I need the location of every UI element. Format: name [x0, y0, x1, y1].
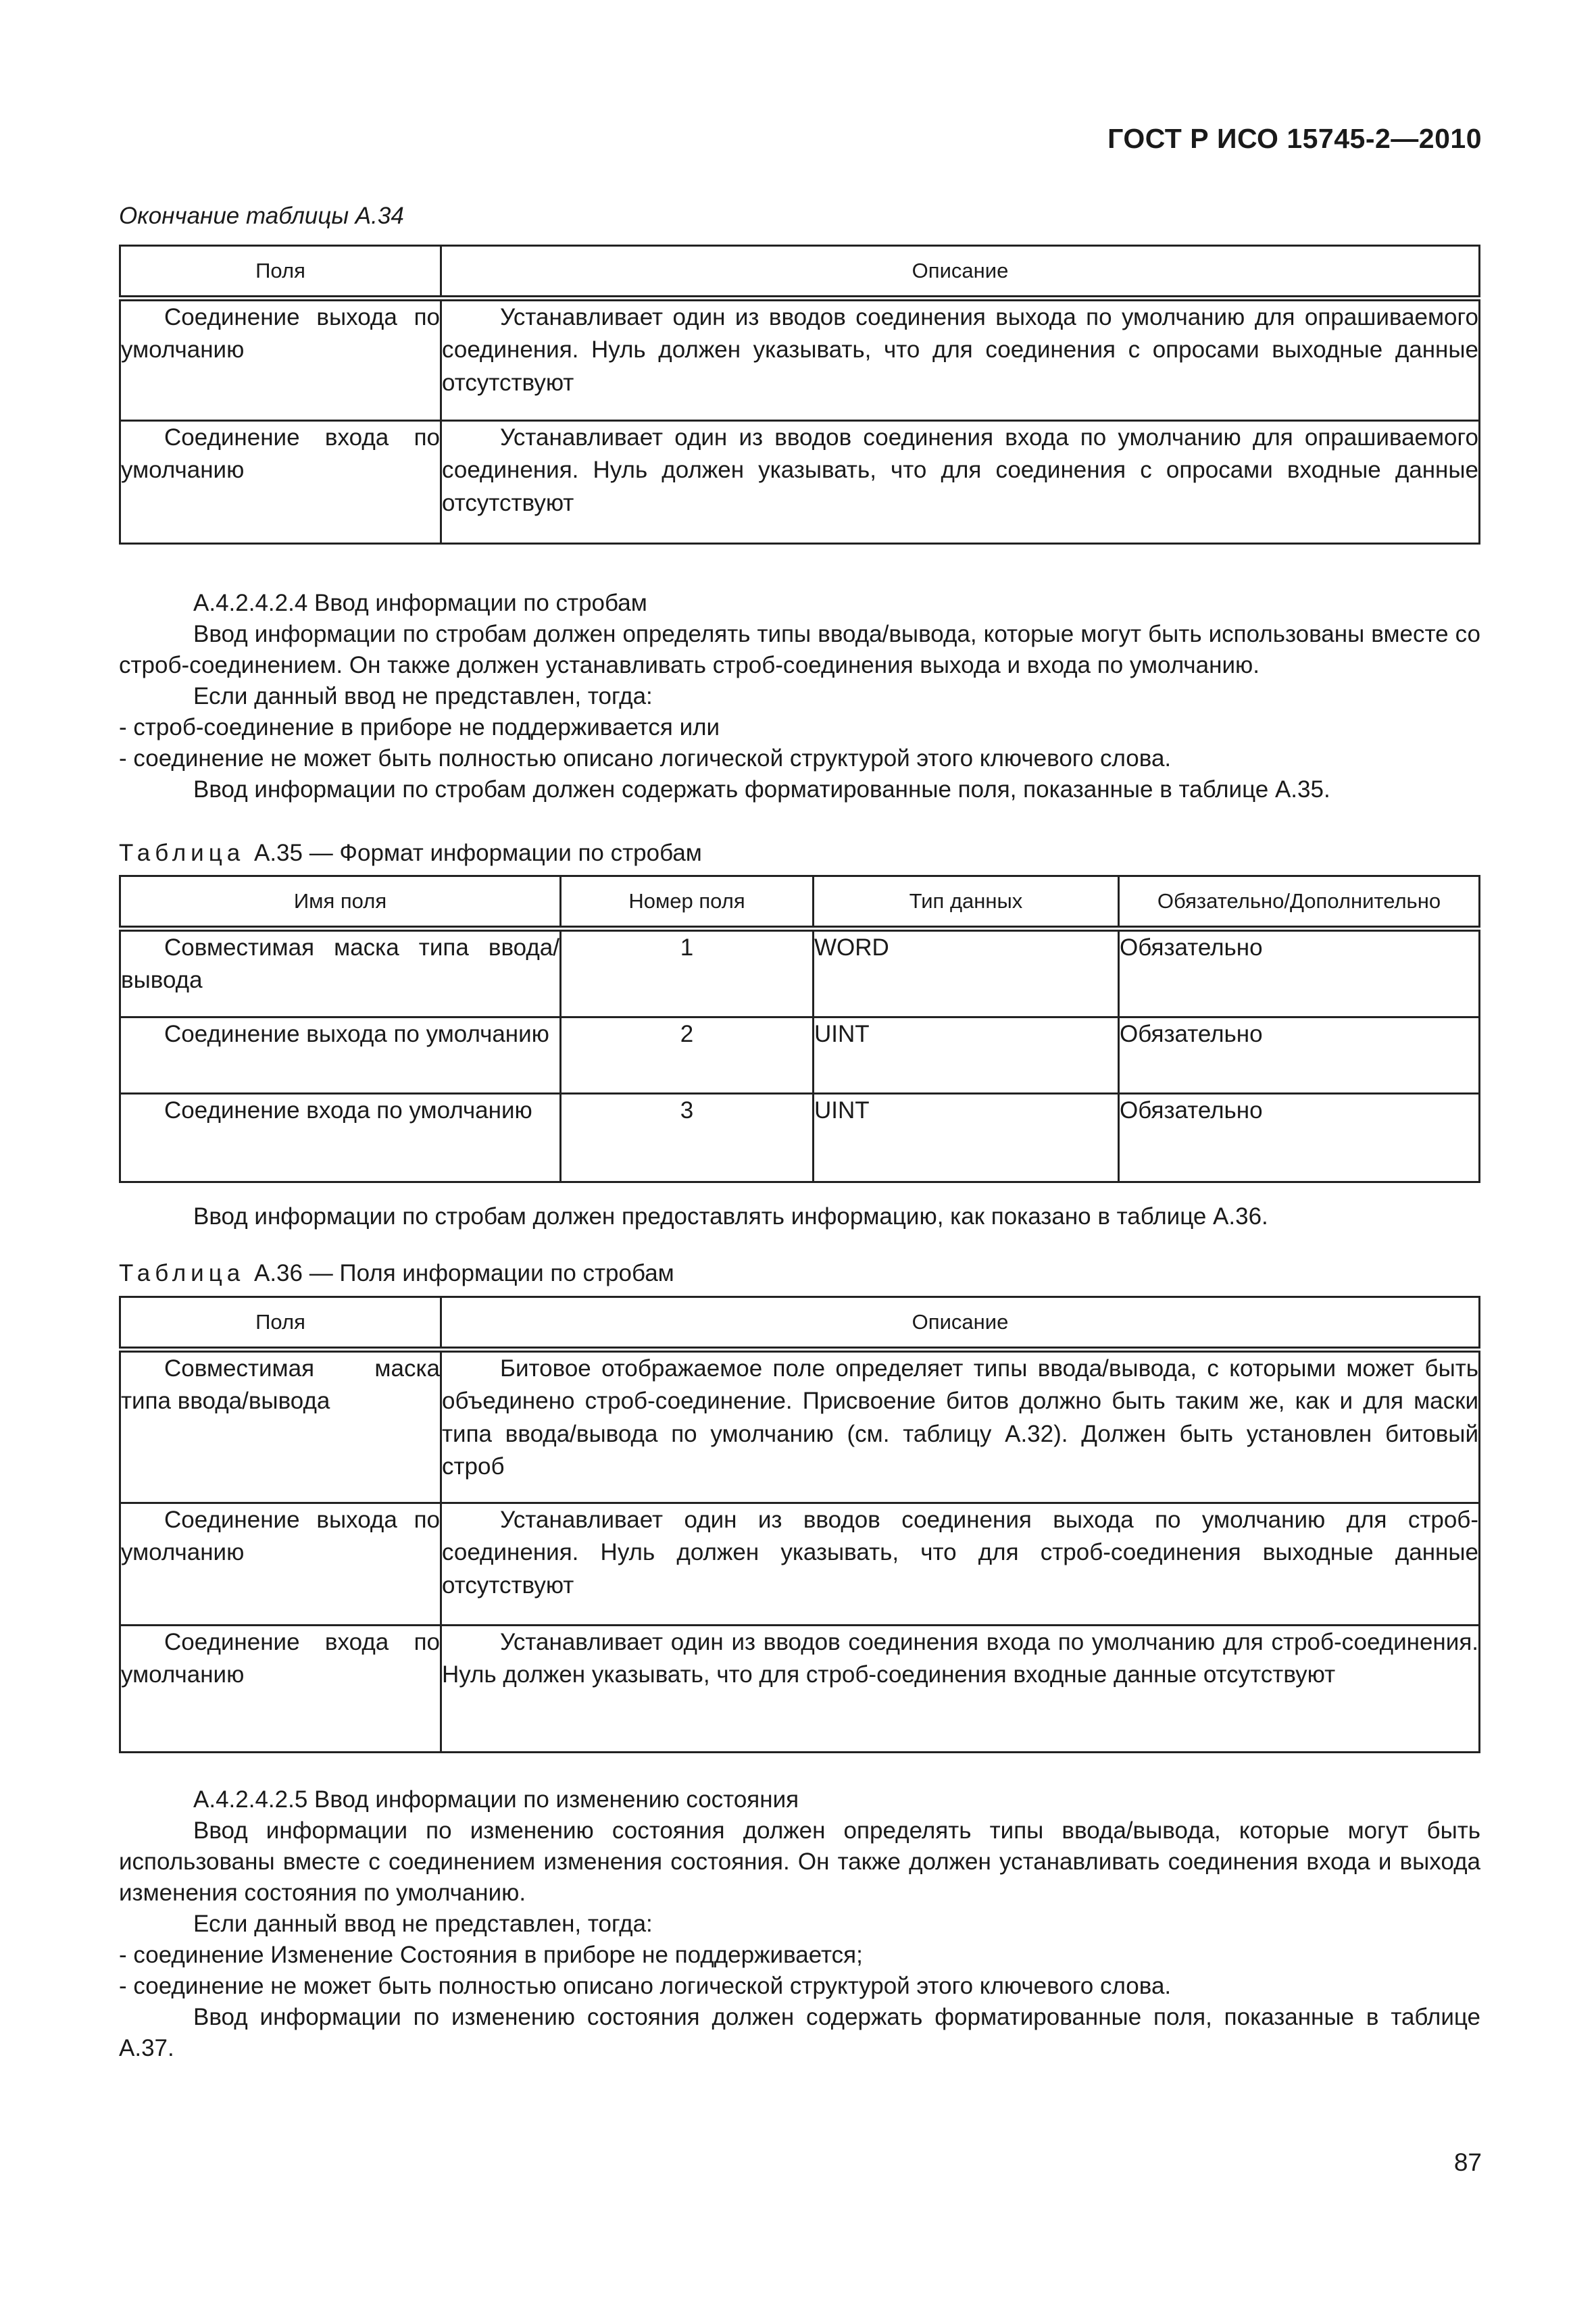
table-a36-row2-name: Соединение выхода по умолчанию	[120, 1503, 441, 1626]
table-a36	[119, 1296, 1480, 1753]
table-a36-header-description: Описание	[441, 1297, 1480, 1350]
table-a35-row1-num: 1	[561, 929, 814, 1017]
section-cos-p2: Если данный ввод не представлен, тогда:	[193, 1911, 653, 1937]
table-a35	[119, 875, 1480, 1183]
section-strobe-li2: - соединение не может быть полностью описано логической структурой этого ключевого слова.	[119, 745, 1172, 772]
section-cos-p3: Ввод информации по изменению состояния должен содержать форматированные поля, показанные в таблице А.37.	[119, 2004, 1480, 2061]
section-cos-li1: - соединение Изменение Состояния в приборе не поддерживается;	[119, 1942, 863, 1968]
table-a35-header-type: Тип данных	[814, 876, 1119, 929]
page-number: 87	[1453, 2148, 1482, 2176]
table-a35-header-name: Имя поля	[120, 876, 561, 929]
table-a36-header-fields: Поля	[120, 1297, 441, 1350]
between-tables-paragraph	[119, 1201, 1480, 1232]
table-a35-row2-num: 2	[561, 1017, 814, 1094]
section-cos	[119, 1784, 1480, 2064]
between-tables-text: Ввод информации по стробам должен предоставлять информацию, как показано в таблице А.36.	[193, 1203, 1268, 1230]
table-a36-row2-desc: Устанавливает один из вводов соединения выхода по умолчанию для строб-соединения. Нуль должен указывать, что для строб-соединения выходные данные отсутствуют	[441, 1503, 1480, 1626]
section-strobe-p3: Ввод информации по стробам должен содержать форматированные поля, показанные в таблице А.35.	[193, 776, 1330, 803]
table-a36-row3-name: Соединение входа по умолчанию	[120, 1626, 441, 1753]
section-strobe-p2: Если данный ввод не представлен, тогда:	[193, 683, 653, 709]
table-a34-row1-desc: Устанавливает один из вводов соединения выхода по умолчанию для опрашиваемого соединения. Нуль должен указывать, что для соединения с опросами выходные данные отсутствуют	[441, 299, 1480, 421]
section-cos-p1: Ввод информации по изменению состояния должен определять типы ввода/вывода, которые могут быть использованы вместе с соединением изменения состояния. Он также должен устанавливать соединения входа и выхода изменения состояния по умолчанию.	[119, 1817, 1480, 1906]
table-a34-caption: Окончание таблицы А.34	[119, 203, 404, 229]
table-row	[120, 421, 1480, 544]
table-a36-row1-name: Совместимая маска типа ввода/вывода	[120, 1350, 441, 1503]
section-cos-heading: А.4.2.4.2.5 Ввод информации по изменению состояния	[193, 1786, 799, 1813]
table-a34-row1-name: Соединение выхода по умолчанию	[120, 299, 441, 421]
table-a35-row2-type: UINT	[814, 1017, 1119, 1094]
table-a34-header-description: Описание	[441, 246, 1480, 299]
table-a35-caption: Таблица А.35 — Формат информации по стробам	[119, 840, 702, 866]
table-row	[120, 1626, 1480, 1753]
table-a35-row1-type: WORD	[814, 929, 1119, 1017]
section-strobe-heading: А.4.2.4.2.4 Ввод информации по стробам	[193, 590, 647, 616]
table-row	[120, 929, 1480, 1017]
table-a35-header-number: Номер поля	[561, 876, 814, 929]
table-a34	[119, 245, 1480, 545]
table-row	[120, 1350, 1480, 1503]
table-a34-row2-name: Соединение входа по умолчанию	[120, 421, 441, 544]
section-strobe	[119, 588, 1480, 805]
table-a35-header-required: Обязательно/Дополнительно	[1119, 876, 1480, 929]
document-header: ГОСТ Р ИСО 15745-2—2010	[1107, 123, 1482, 154]
table-row	[120, 1094, 1480, 1182]
table-a36-row3-desc: Устанавливает один из вводов соединения входа по умолчанию для строб-соединения. Нуль должен указывать, что для строб-соединения входные данные отсутствуют	[441, 1626, 1480, 1753]
section-cos-li2: - соединение не может быть полностью описано логической структурой этого ключевого слова.	[119, 1973, 1172, 1999]
table-a36-caption: Таблица А.36 — Поля информации по стробам	[119, 1260, 674, 1286]
table-row	[120, 1503, 1480, 1626]
section-strobe-p1: Ввод информации по стробам должен определять типы ввода/вывода, которые могут быть использованы вместе со строб-соединением. Он также должен устанавливать строб-соединения выхода и входа по умолчанию.	[119, 621, 1480, 678]
table-a35-row1-name: Совместимая маска типа ввода/вывода	[120, 929, 561, 1017]
table-a36-row1-desc: Битовое отображаемое поле определяет типы ввода/вывода, с которыми может быть объединено строб-соединение. Присвоение битов должно быть таким же, как и для маски типа ввода/вывода по умолчанию (см. таблицу А.32). Должен быть установлен битовый строб	[441, 1350, 1480, 1503]
table-a35-row3-type: UINT	[814, 1094, 1119, 1182]
table-a35-row2-req: Обязательно	[1119, 1017, 1480, 1094]
table-a34-row2-desc: Устанавливает один из вводов соединения входа по умолчанию для опрашиваемого соединения. Нуль должен указывать, что для соединения с опросами входные данные отсутствуют	[441, 421, 1480, 544]
table-row	[120, 299, 1480, 421]
section-strobe-li1: - строб-соединение в приборе не поддерживается или	[119, 714, 720, 740]
table-a35-row2-name: Соединение выхода по умолчанию	[120, 1017, 561, 1094]
table-a35-row1-req: Обязательно	[1119, 929, 1480, 1017]
table-row	[120, 1017, 1480, 1094]
table-a35-row3-req: Обязательно	[1119, 1094, 1480, 1182]
table-a35-row3-name: Соединение входа по умолчанию	[120, 1094, 561, 1182]
table-a34-header-fields: Поля	[120, 246, 441, 299]
table-a35-row3-num: 3	[561, 1094, 814, 1182]
